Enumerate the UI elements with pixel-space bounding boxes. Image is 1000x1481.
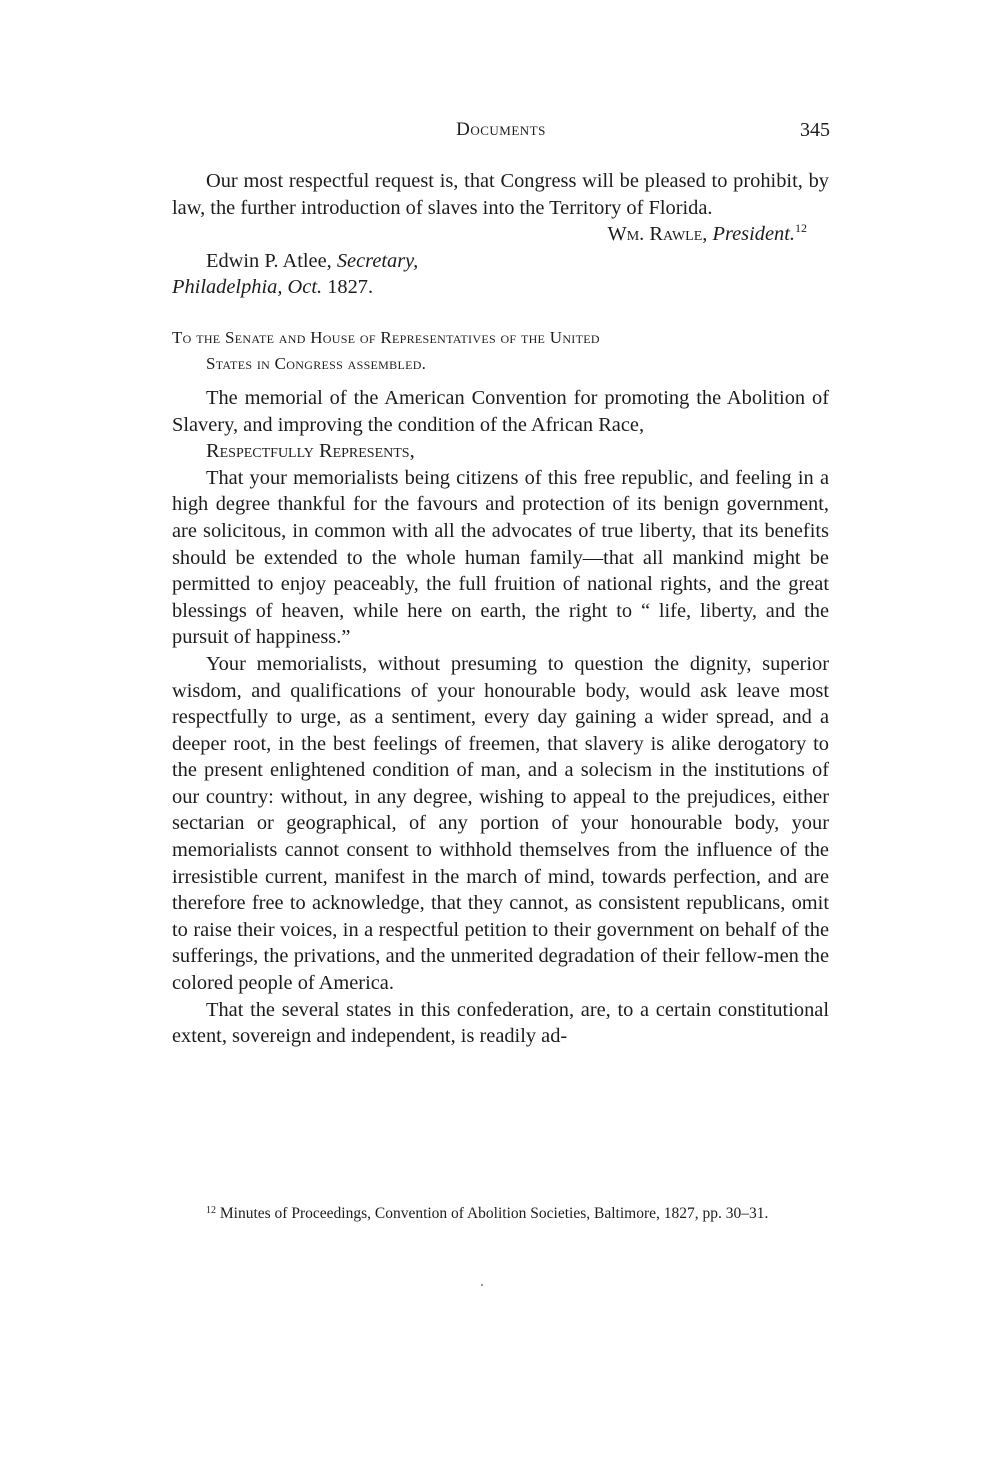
secretary-title: Secretary, bbox=[336, 249, 419, 272]
place-date bbox=[172, 274, 829, 301]
footnote bbox=[172, 1200, 829, 1224]
running-head: Documents bbox=[456, 119, 546, 140]
scan-speck bbox=[481, 1284, 483, 1286]
date-month: Oct. bbox=[287, 276, 323, 299]
memorial-paragraph-2: Your memorialists, without presuming to question the dignity, superior wisdom, and qualifications of your honourable body, would ask leave most respectfully to urge, as a sentiment, every day gaining a wider spread, and a deeper root, in the best feelings of freemen, that slavery is alike derogatory to the present enlightened condition of man, and a solecism in the institutions of our country: without, in any degree, wishing to appeal to the prejudices, either sectarian or geographical, of any portion of your honourable body, your memorialists cannot consent to withhold themselves from the influence of the irresistible current, manifest in the march of mind, towards perfection, and are therefore free to acknowledge, that they cannot, as consistent republicans, omit to raise their voices, in a respectful petition to their government on behalf of the sufferings, the privations, and the unmerited degradation of their fellow-men the colored people of America. bbox=[172, 652, 829, 995]
signer-title: President. bbox=[712, 223, 795, 246]
memorial-paragraph-3: That the several states in this confederation, are, to a certain constitutional extent, sovereign and independent, is readily ad- bbox=[172, 998, 829, 1048]
footnote-text: Minutes of Proceedings, Convention of Abolition Societies, Baltimore, 1827, pp. 30–31. bbox=[219, 1205, 769, 1222]
footnote-ref: 12 bbox=[795, 221, 807, 236]
respectfully-represents: Respectfully Represents, bbox=[206, 440, 415, 463]
president-signature bbox=[172, 221, 829, 248]
memorial-address bbox=[172, 325, 829, 377]
signer-name: Wm. Rawle, bbox=[607, 223, 708, 246]
page-number: 345 bbox=[800, 119, 830, 141]
page-header bbox=[172, 119, 830, 145]
address-line-1: To the Senate and House of Representatives of the United bbox=[172, 327, 600, 347]
body-text bbox=[172, 168, 829, 1050]
place: Philadelphia, bbox=[172, 276, 283, 299]
address-line-2: States in Congress assembled. bbox=[206, 353, 427, 373]
secretary-name: Edwin P. Atlee, bbox=[206, 249, 332, 272]
secretary-signature bbox=[172, 248, 829, 275]
memorial-paragraph-1: That your memorialists being citizens of this free republic, and feeling in a high degree thankful for the favours and protection of its benign government, are solicitous, in common with all the advocates of true liberty, that its benefits should be extended to the whole human family—that all mankind might be permitted to enjoy peaceably, the full fruition of national rights, and the great blessings of heaven, while here on earth, the right to “ life, liberty, and the pursuit of happiness.” bbox=[172, 466, 829, 649]
date-year: 1827. bbox=[327, 276, 374, 299]
footnote-marker: 12 bbox=[206, 1205, 216, 1216]
petition-request-paragraph: Our most respectful request is, that Congress will be pleased to prohibit, by law, the further introduction of slaves into the Territory of Florida. bbox=[172, 170, 829, 219]
memorial-intro: The memorial of the American Convention for promoting the Abolition of Slavery, and improving the condition of the African Race, bbox=[172, 386, 829, 436]
